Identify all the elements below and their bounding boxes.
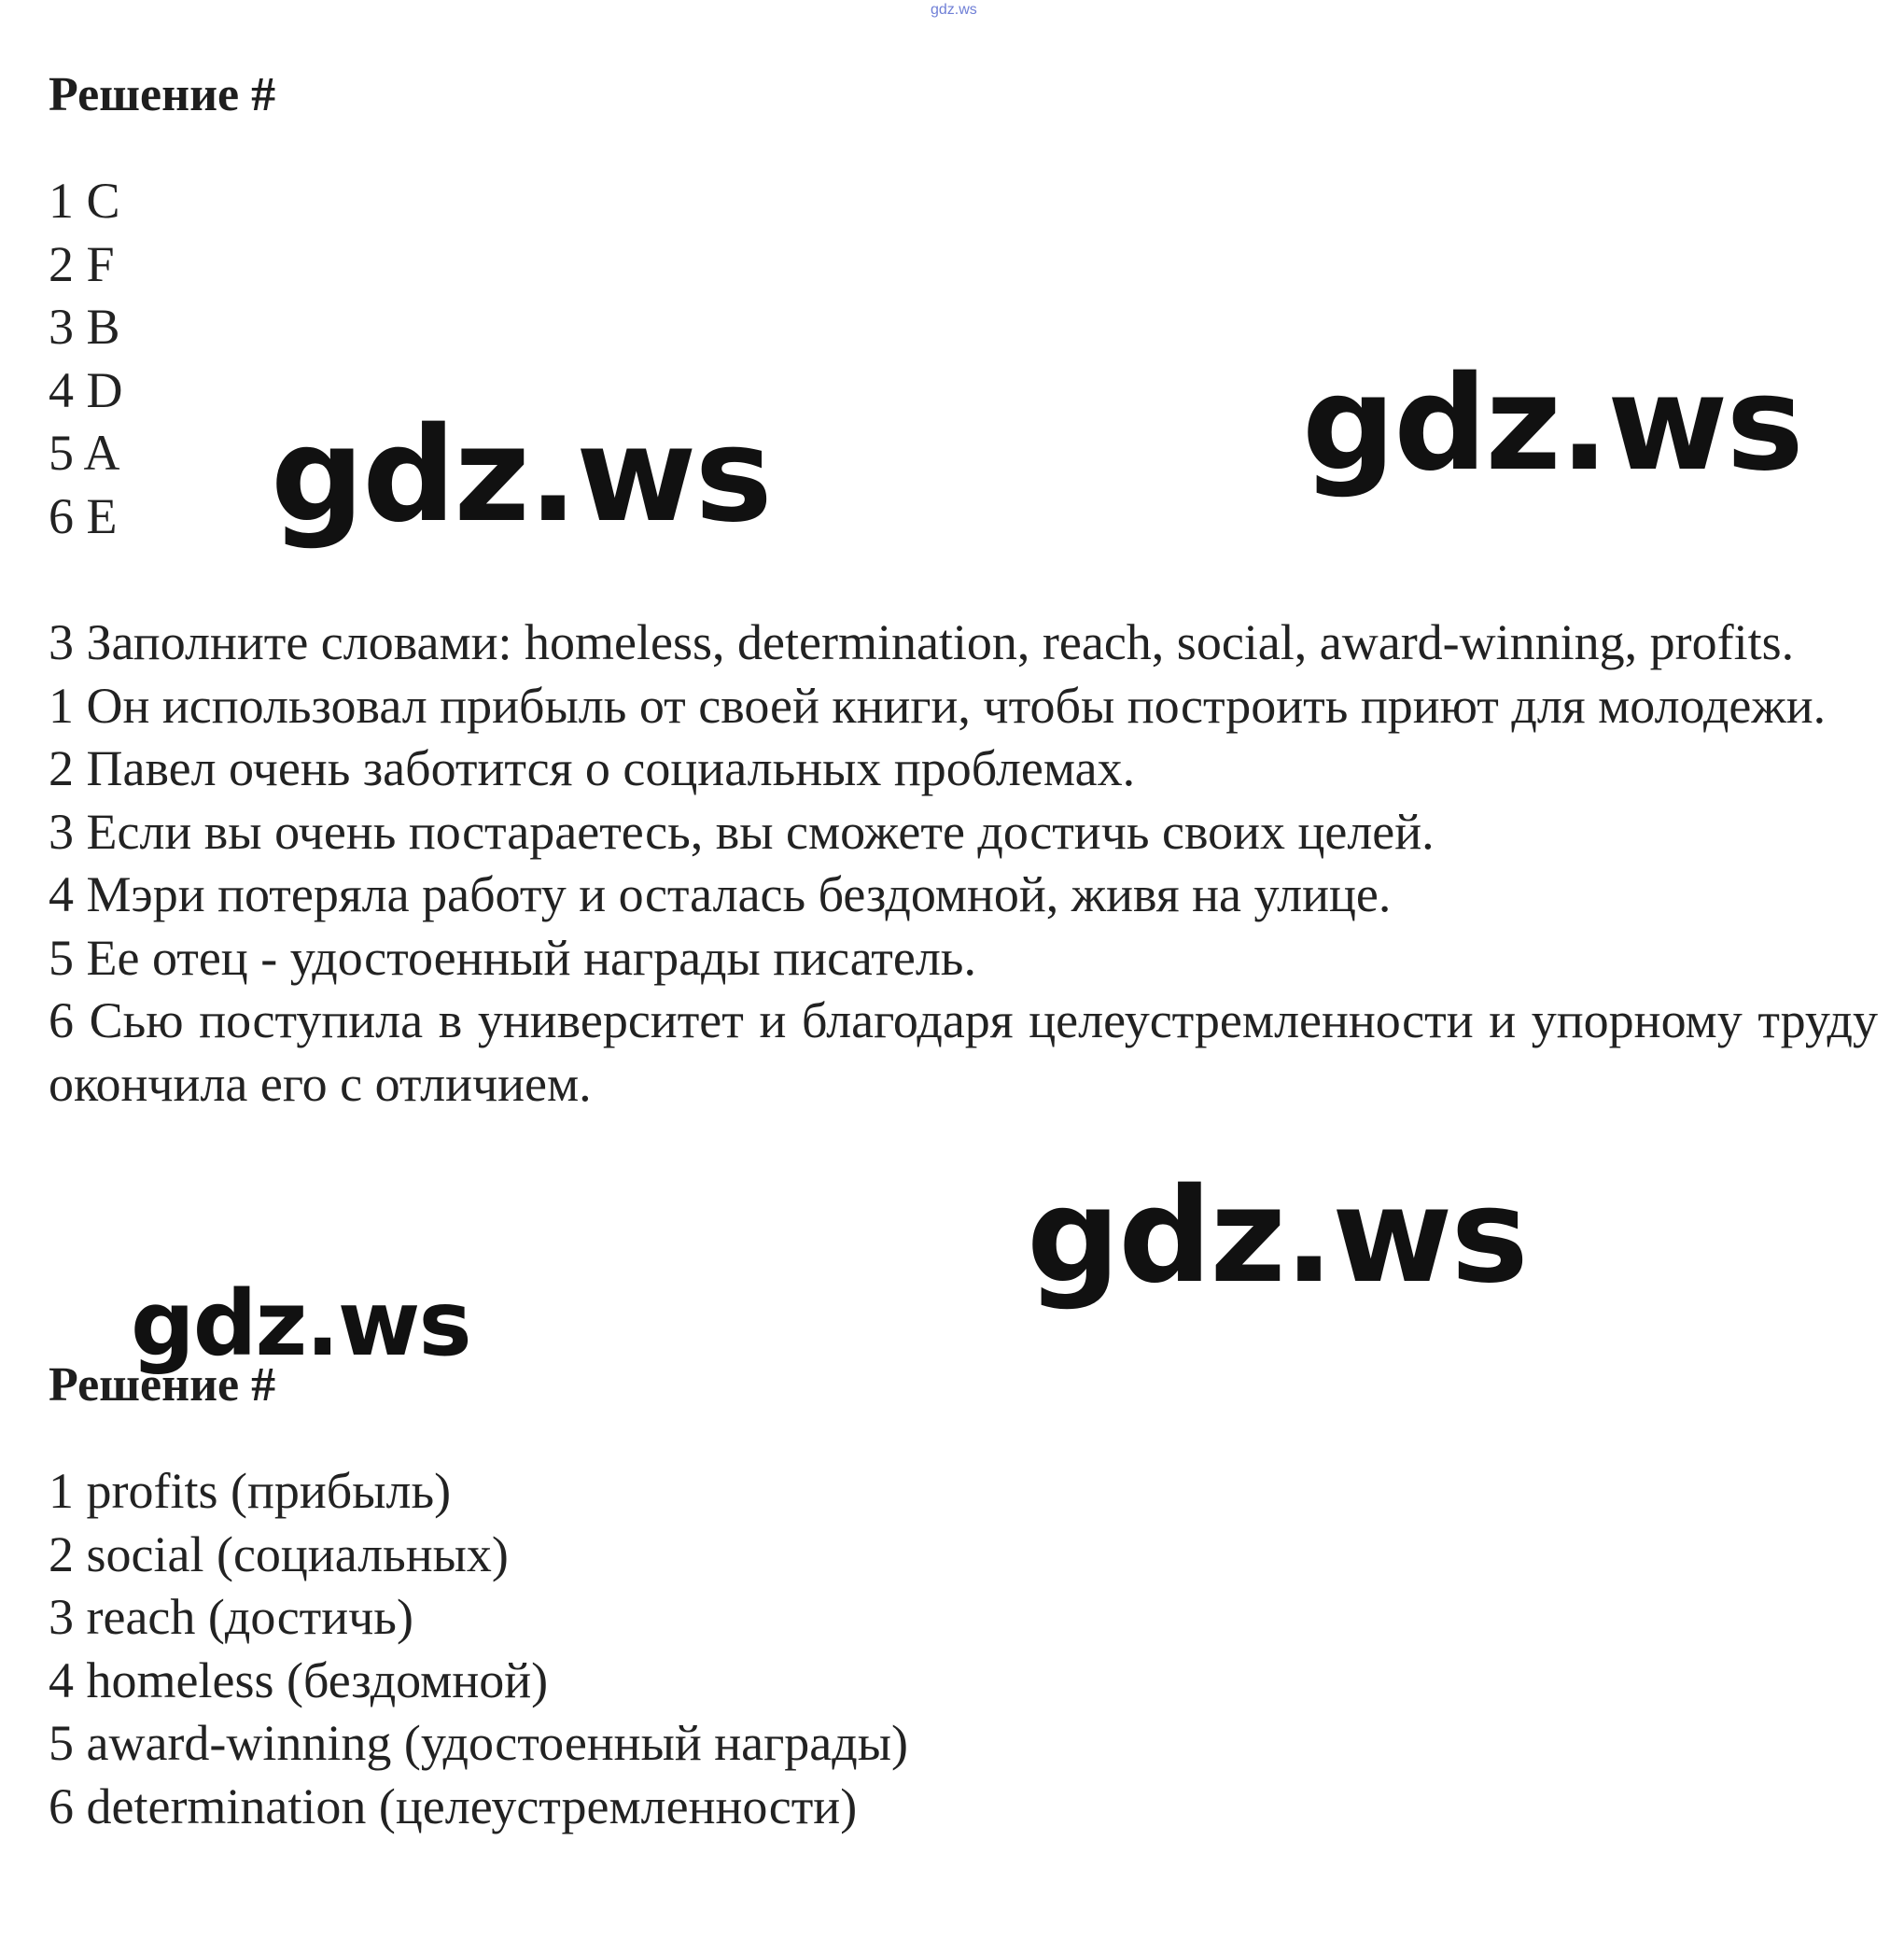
answer-item: 5 A: [49, 425, 120, 481]
header-watermark: gdz.ws: [931, 2, 977, 18]
watermark-logo: gdz.ws: [271, 400, 771, 552]
answer-item: 1 profits (прибыль): [49, 1463, 452, 1519]
answer-item: 1 C: [49, 173, 120, 229]
answer-item: 2 social (социальных): [49, 1525, 509, 1582]
answer-list-1: [49, 170, 123, 548]
answer-item: 4 homeless (бездомной): [49, 1651, 549, 1708]
task-block: [49, 611, 1878, 1116]
answer-item: 3 reach (достичь): [49, 1589, 413, 1645]
task-sentence: 4 Мэри потеряла работу и осталась бездомной, живя на улице.: [49, 866, 1392, 922]
watermark-logo: gdz.ws: [1302, 348, 1802, 500]
answer-list-2: [49, 1460, 908, 1838]
answer-item: 6 determination (целеустремленности): [49, 1777, 858, 1834]
solution-heading-1: Решение #: [49, 68, 276, 121]
answer-item: 5 award-winning (удостоенный награды): [49, 1715, 908, 1771]
answer-item: 2 F: [49, 235, 115, 292]
task-sentence: 1 Он использовал прибыль от своей книги, чтобы построить приют для молодежи.: [49, 677, 1827, 734]
watermark-logo: gdz.ws: [131, 1272, 470, 1376]
task-sentence: 6 Сью поступила в университет и благодаря целеустремленности и упорному труду окончила его с отличием.: [49, 992, 1878, 1112]
answer-item: 6 E: [49, 487, 118, 544]
task-sentence: 2 Павел очень заботится о социальных проблемах.: [49, 740, 1136, 796]
solution-heading-2: Решение #: [49, 1358, 276, 1412]
task-instruction: 3 Заполните словами: homeless, determination, reach, social, award-winning, profits.: [49, 614, 1795, 670]
task-sentence: 3 Если вы очень постараетесь, вы сможете достичь своих целей.: [49, 803, 1435, 860]
watermark-logo: gdz.ws: [1027, 1160, 1527, 1313]
answer-item: 3 B: [49, 299, 120, 355]
task-sentence: 5 Ее отец - удостоенный награды писатель.: [49, 929, 976, 986]
answer-item: 4 D: [49, 361, 123, 418]
